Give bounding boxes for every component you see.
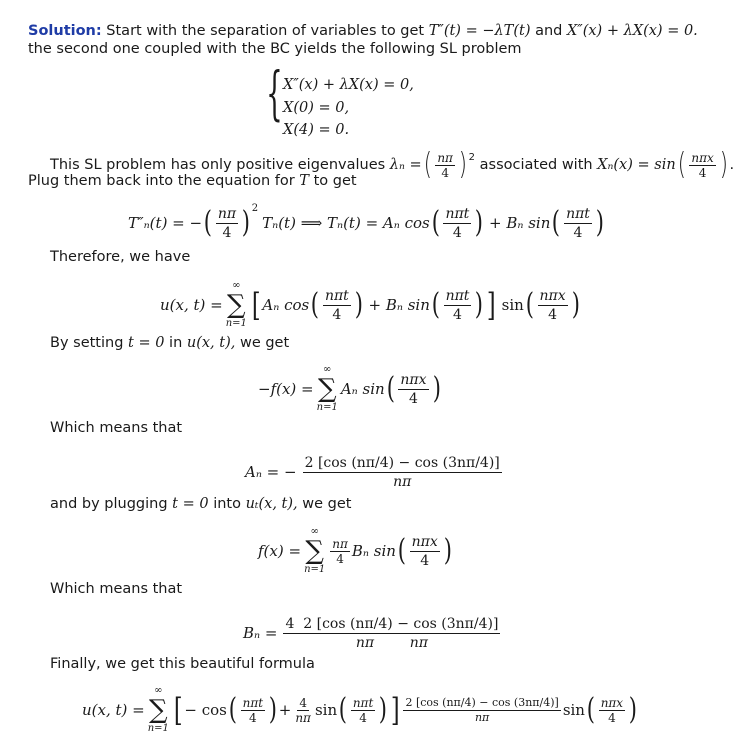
eigen-line-2: Plug them back into the equation for T to get bbox=[28, 173, 357, 189]
eigen-text-a: This SL problem has only positive eigenvalues bbox=[50, 157, 386, 173]
solution-label: Solution: bbox=[28, 23, 102, 39]
eq-u-series: u(x, t) = ∞ ∑ n=1 [ Aₙ cos ( $\frac{\text{nπt}}{4}$ ) + Bₙ sin ( $\frac{\text{nπt}}{4}$ ) ] sin ( $\frac{\text{nπx}}{4}$ ) bbox=[160, 280, 580, 329]
eq-final-formula: u(x, t) = ∞ ∑ n=1 [ − cos ( $\frac{\text{nπt}}{4}$ ) + $\frac{4}{n\pi}$ sin ( $\frac{\text{nπt}}{4}$ ) ] $\frac{2 [\cos (n\pi/4) - \cos (3n\pi/4)]}{n\pi}$ sin ( $\frac{\text{nπx}}{4}$ ) bbox=[82, 685, 638, 734]
system-brace: { bbox=[266, 59, 283, 127]
eq-f-series-1: −f(x) = ∞ ∑ n=1 Aₙ sin ( $\frac{\text{nπx}}{4}$ ) bbox=[258, 364, 441, 413]
eq-Bn: Bₙ = $\frac{4 2 [\cos (n\pi/4) - \cos (3n\pi/4)]}{\text{nπ nπ}}$ bbox=[243, 615, 499, 651]
eq-T-ode: T″(t) = −λT(t) bbox=[428, 23, 531, 39]
intro-text-a: Start with the separation of variables to get bbox=[106, 23, 425, 39]
eq-Tn: T″ₙ(t) = − ( $\frac{n\pi}{4}$ ) $^2$ Tₙ(t) ⟹ Tₙ(t) = Aₙ cos ( $\frac{\text{nπt}}{4}$ ) + Bₙ sin ( $\frac{\text{nπt}}{4}$ ) bbox=[128, 203, 604, 241]
intro-and: and bbox=[535, 23, 563, 39]
eq-An: Aₙ = − $\frac{2 [\cos (n\pi/4) - \cos (3n\pi/4)]}{n\pi}$ bbox=[245, 454, 500, 490]
system-row-3: X(4) = 0. bbox=[283, 122, 350, 138]
eigen-x-frac: $\frac{\text{nπx}}{4}$ bbox=[691, 150, 714, 180]
plugging-line: and by plugging t = 0 into uₜ(x, t), we get bbox=[50, 496, 352, 512]
eigen-Xn: Xₙ(x) = sin bbox=[597, 157, 676, 173]
eigen-associated: associated with bbox=[479, 157, 593, 173]
eq-X-ode: X″(x) + λX(x) = 0. bbox=[566, 23, 698, 39]
therefore-text: Therefore, we have bbox=[50, 249, 191, 265]
eigen-lambda: λₙ = bbox=[389, 157, 422, 173]
system-row-1: X″(x) + λX(x) = 0, bbox=[283, 77, 414, 93]
finally-text: Finally, we get this beautiful formula bbox=[50, 656, 315, 672]
intro-line-1 bbox=[28, 22, 698, 40]
eigen-line-1: This SL problem has only positive eigenvalues λₙ = ( $\frac{n\pi}{4}$ ) $^2$ associated with Xₙ(x) = sin ( $\frac{\text{nπx}}{4}$ ) . bbox=[50, 147, 734, 182]
intro-line-2: the second one coupled with the BC yields the following SL problem bbox=[28, 41, 522, 57]
eigen-frac: $\frac{n\pi}{4}$ bbox=[437, 150, 453, 180]
means-that-1: Which means that bbox=[50, 420, 183, 436]
means-that-2: Which means that bbox=[50, 581, 183, 597]
setting-line: By setting t = 0 in u(x, t), we get bbox=[50, 335, 290, 351]
eq-f-series-2: f(x) = ∞ ∑ n=1 $\frac{n\pi}{4}$ Bₙ sin ( $\frac{\text{nπx}}{4}$ ) bbox=[258, 526, 452, 575]
system-row-2: X(0) = 0, bbox=[283, 100, 350, 116]
